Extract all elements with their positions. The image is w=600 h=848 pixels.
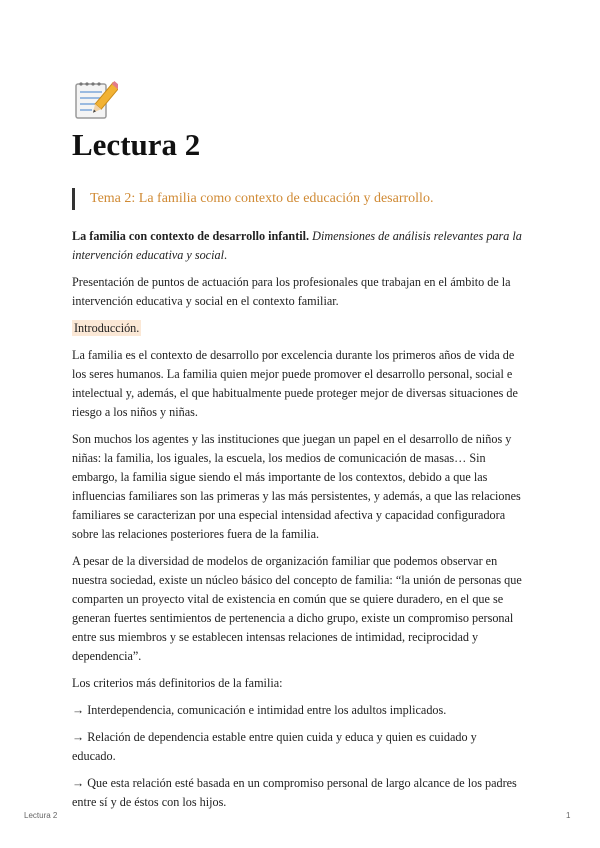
criterion-item-2: → Relación de dependencia estable entre quien cuida y educa y quien es cuidado y educado. bbox=[72, 730, 477, 763]
footer-document-title: Lectura 2 bbox=[24, 811, 58, 820]
section-label-paragraph bbox=[72, 319, 522, 338]
footer-page-number: 1 bbox=[566, 811, 571, 820]
subtitle-quote bbox=[72, 188, 540, 210]
subtitle-text: Tema 2: La familia como contexto de educación y desarrollo. bbox=[90, 191, 434, 206]
paragraph-definition: A pesar de la diversidad de modelos de organización familiar que podemos observar en nuestra sociedad, existe un núcleo básico del concepto de familia: “la unión de personas que comparten un proyecto vital de existencia en común que se quiere duradero, en el que se generan fuertes sentimientos de pertenencia a dicho grupo, existe un compromiso personal entre sus miembros y se establecen intensas relaciones de intimidad, reciprocidad y dependencia”. bbox=[72, 554, 522, 663]
intro-bold: La familia con contexto de desarrollo infantil. bbox=[72, 229, 310, 243]
paragraph-criteria-intro: Los criterios más definitorios de la familia: bbox=[72, 676, 283, 690]
page-title: Lectura 2 bbox=[72, 127, 201, 162]
intro-period: . bbox=[223, 248, 227, 262]
memo-pencil-icon bbox=[72, 76, 118, 122]
document-body bbox=[72, 227, 522, 820]
intro-italic: Dimensiones de análisis relevantes para la intervención educativa y social bbox=[72, 229, 522, 262]
criterion-item-3: → Que esta relación esté basada en un compromiso personal de largo alcance de los padres entre sí y de éstos con los hijos. bbox=[72, 776, 517, 809]
paragraph-presentation: Presentación de puntos de actuación para los profesionales que trabajan en el ámbito de la intervención educativa y social en el contexto familiar. bbox=[72, 275, 511, 308]
criterion-item-1: → Interdependencia, comunicación e intimidad entre los adultos implicados. bbox=[72, 703, 447, 717]
paragraph-family-context: La familia es el contexto de desarrollo por excelencia durante los primeros años de vida de los seres humanos. La familia quien mejor puede promover el desarrollo personal, social e intelectual y, además, el que habitualmente puede proteger mejor de diversas situaciones de riesgo a los niños y niñas. bbox=[72, 348, 518, 419]
intro-paragraph bbox=[72, 227, 522, 265]
paragraph-agents: Son muchos los agentes y las instituciones que juegan un papel en el desarrollo de niños y niñas: la familia, los iguales, la escuela, los medios de comunicación de masas… Sin embargo, la familia sigue siendo el más importante de los contextos, debido a que las influencias familiares son las primeras y las más persistentes, y además, a que las relaciones familiares se caracterizan por una especial intensidad afectiva y capacidad configuradora sobre las relaciones posteriores fuera de la familia. bbox=[72, 432, 521, 541]
section-label-introduccion: Introducción. bbox=[74, 321, 140, 335]
